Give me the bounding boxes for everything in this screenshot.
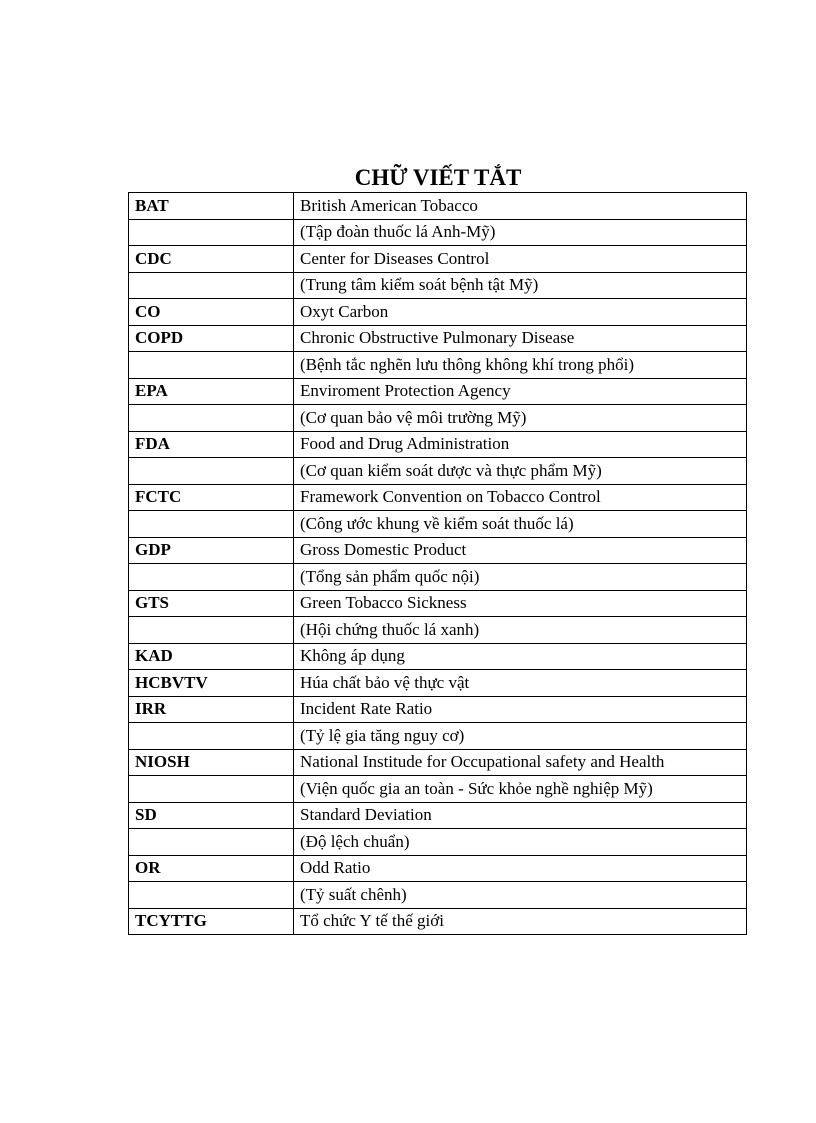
abbreviation-cell [129,723,294,750]
abbreviation-cell: GTS [129,590,294,617]
abbreviation-cell: HCBVTV [129,670,294,697]
table-row [129,670,747,697]
table-row [129,564,747,591]
meaning-cell: Enviroment Protection Agency [294,378,747,405]
meaning-cell: Food and Drug Administration [294,431,747,458]
abbreviation-cell [129,564,294,591]
abbreviation-cell: FDA [129,431,294,458]
page-title: CHỮ VIẾT TẮT [354,165,522,190]
meaning-cell: Oxyt Carbon [294,299,747,326]
table-row [129,325,747,352]
abbreviation-cell [129,882,294,909]
table-row [129,193,747,220]
meaning-cell: British American Tobacco [294,193,747,220]
abbreviation-cell: OR [129,855,294,882]
table-row [129,829,747,856]
abbreviation-cell [129,272,294,299]
table-row [129,511,747,538]
meaning-cell: (Tập đoàn thuốc lá Anh-Mỹ) [294,219,747,246]
abbreviation-cell: KAD [129,643,294,670]
meaning-cell: (Bệnh tắc nghẽn lưu thông không khí trong phổi) [294,352,747,379]
table-row [129,776,747,803]
abbreviation-cell [129,617,294,644]
table-row [129,378,747,405]
abbreviation-cell: TCYTTG [129,908,294,935]
abbreviation-cell: CDC [129,246,294,273]
meaning-cell: (Tỷ lệ gia tăng nguy cơ) [294,723,747,750]
meaning-cell: Center for Diseases Control [294,246,747,273]
meaning-cell: (Cơ quan bảo vệ môi trường Mỹ) [294,405,747,432]
table-row [129,219,747,246]
abbreviation-cell: GDP [129,537,294,564]
table-row [129,484,747,511]
table-row [129,882,747,909]
table-row [129,272,747,299]
table-row [129,431,747,458]
abbreviation-cell: COPD [129,325,294,352]
abbreviation-cell [129,776,294,803]
meaning-cell: (Độ lệch chuẩn) [294,829,747,856]
meaning-cell: (Tỷ suất chênh) [294,882,747,909]
abbreviation-cell [129,829,294,856]
abbreviation-cell: BAT [129,193,294,220]
table-row [129,908,747,935]
meaning-cell: (Công ước khung về kiểm soát thuốc lá) [294,511,747,538]
meaning-cell: Odd Ratio [294,855,747,882]
meaning-cell: Green Tobacco Sickness [294,590,747,617]
abbreviation-cell [129,219,294,246]
meaning-cell: (Tổng sản phẩm quốc nội) [294,564,747,591]
meaning-cell: Chronic Obstructive Pulmonary Disease [294,325,747,352]
abbreviation-cell: FCTC [129,484,294,511]
table-row [129,537,747,564]
meaning-cell: Không áp dụng [294,643,747,670]
table-row [129,590,747,617]
table-row [129,855,747,882]
meaning-cell: Incident Rate Ratio [294,696,747,723]
meaning-cell: National Institude for Occupational safety and Health [294,749,747,776]
meaning-cell: (Trung tâm kiểm soát bệnh tật Mỹ) [294,272,747,299]
table-row [129,458,747,485]
table-row [129,643,747,670]
table-row [129,246,747,273]
abbreviation-cell [129,511,294,538]
table-row [129,299,747,326]
table-row [129,352,747,379]
meaning-cell: (Viện quốc gia an toàn - Sức khỏe nghề nghiệp Mỹ) [294,776,747,803]
meaning-cell: Framework Convention on Tobacco Control [294,484,747,511]
abbreviation-cell: SD [129,802,294,829]
meaning-cell: Gross Domestic Product [294,537,747,564]
abbreviation-table [128,192,747,935]
abbreviation-cell [129,405,294,432]
abbreviation-cell: EPA [129,378,294,405]
table-row [129,723,747,750]
table-row [129,696,747,723]
meaning-cell: Húa chất bảo vệ thực vật [294,670,747,697]
table-row [129,617,747,644]
abbreviation-table-body [129,193,747,935]
abbreviation-cell: IRR [129,696,294,723]
table-row [129,405,747,432]
abbreviation-cell: CO [129,299,294,326]
meaning-cell: Tổ chức Y tế thế giới [294,908,747,935]
table-row [129,802,747,829]
table-row [129,749,747,776]
abbreviation-cell [129,458,294,485]
abbreviation-cell [129,352,294,379]
meaning-cell: (Hội chứng thuốc lá xanh) [294,617,747,644]
meaning-cell: (Cơ quan kiểm soát dược và thực phẩm Mỹ) [294,458,747,485]
abbreviation-cell: NIOSH [129,749,294,776]
meaning-cell: Standard Deviation [294,802,747,829]
